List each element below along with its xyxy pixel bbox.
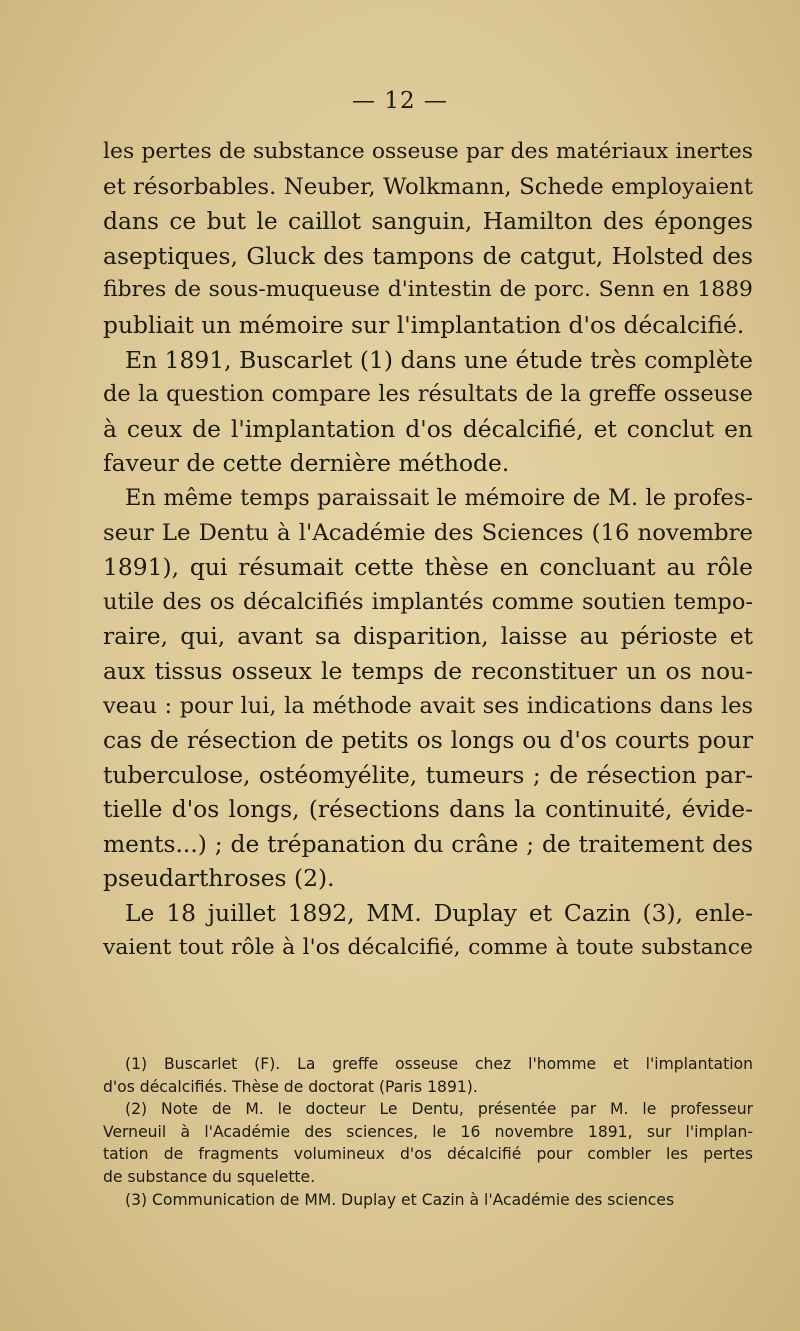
text-line: publiait un mémoire sur l'implantation d'os décalcifié. [103, 310, 745, 339]
footnote-line: de substance du squelette. [103, 1167, 316, 1186]
text-line: tuberculose, ostéomyélite, tumeurs ; de résection par- [103, 760, 753, 789]
text-line: dans ce but le caillot sanguin, Hamilton des éponges [103, 207, 753, 236]
footnote-line: (2) Note de M. le docteur Le Dentu, présentée par M. le professeur [125, 1100, 753, 1119]
text-line: et résorbables. Neuber, Wolkmann, Schede employaient [103, 173, 753, 200]
text-line: vaient tout rôle à l'os décalcifié, comme à toute substance [103, 934, 753, 960]
footnote-line: d'os décalcifiés. Thèse de doctorat (Paris 1891). [103, 1077, 478, 1096]
footnote-line: (3) Communication de MM. Duplay et Cazin à l'Académie des sciences [125, 1190, 675, 1209]
text-line: les pertes de substance osseuse par des matériaux inertes [103, 139, 753, 164]
text-line: seur Le Dentu à l'Académie des Sciences (16 novembre [103, 519, 753, 546]
text-line: tielle d'os longs, (résections dans la continuité, évide- [103, 795, 753, 824]
text-line: veau : pour lui, la méthode avait ses indications dans les [103, 692, 753, 719]
text-line: ments...) ; de trépanation du crâne ; de traitement des [103, 829, 753, 858]
text-line: 1891), qui résumait cette thèse en concluant au rôle [103, 553, 753, 582]
text-line: fibres de sous-muqueuse d'intestin de porc. Senn en 1889 [103, 277, 753, 303]
page-number: — 12 — [352, 88, 448, 114]
footnote-line: (1) Buscarlet (F). La greffe osseuse chez l'homme et l'implantation [125, 1055, 753, 1073]
text-line: à ceux de l'implantation d'os décalcifié, et conclut en [103, 414, 753, 443]
text-line: cas de résection de petits os longs ou d'os courts pour [103, 726, 753, 755]
text-line: En même temps paraissait le mémoire de M. le profes- [125, 484, 753, 511]
body-text [103, 135, 753, 965]
text-line: de la question compare les résultats de la greffe osseuse [103, 381, 753, 408]
text-line: utile des os décalcifiés implantés comme soutien tempo- [103, 588, 753, 615]
text-line: aux tissus osseux le temps de reconstituer un os nou- [103, 656, 753, 685]
text-line: pseudarthroses (2). [103, 864, 335, 893]
footnotes [103, 1053, 753, 1211]
footnote-line: Verneuil à l'Académie des sciences, le 16 novembre 1891, sur l'implan- [103, 1122, 753, 1141]
text-line: aseptiques, Gluck des tampons de catgut, Holsted des [103, 241, 753, 270]
text-line: raire, qui, avant sa disparition, laisse au périoste et [103, 622, 753, 651]
text-line: faveur de cette dernière méthode. [103, 449, 510, 478]
text-line: Le 18 juillet 1892, MM. Duplay et Cazin (3), enle- [125, 899, 753, 928]
footnote-line: tation de fragments volumineux d'os décalcifié pour combler les pertes [103, 1145, 753, 1164]
text-line: En 1891, Buscarlet (1) dans une étude très complète [125, 345, 753, 374]
